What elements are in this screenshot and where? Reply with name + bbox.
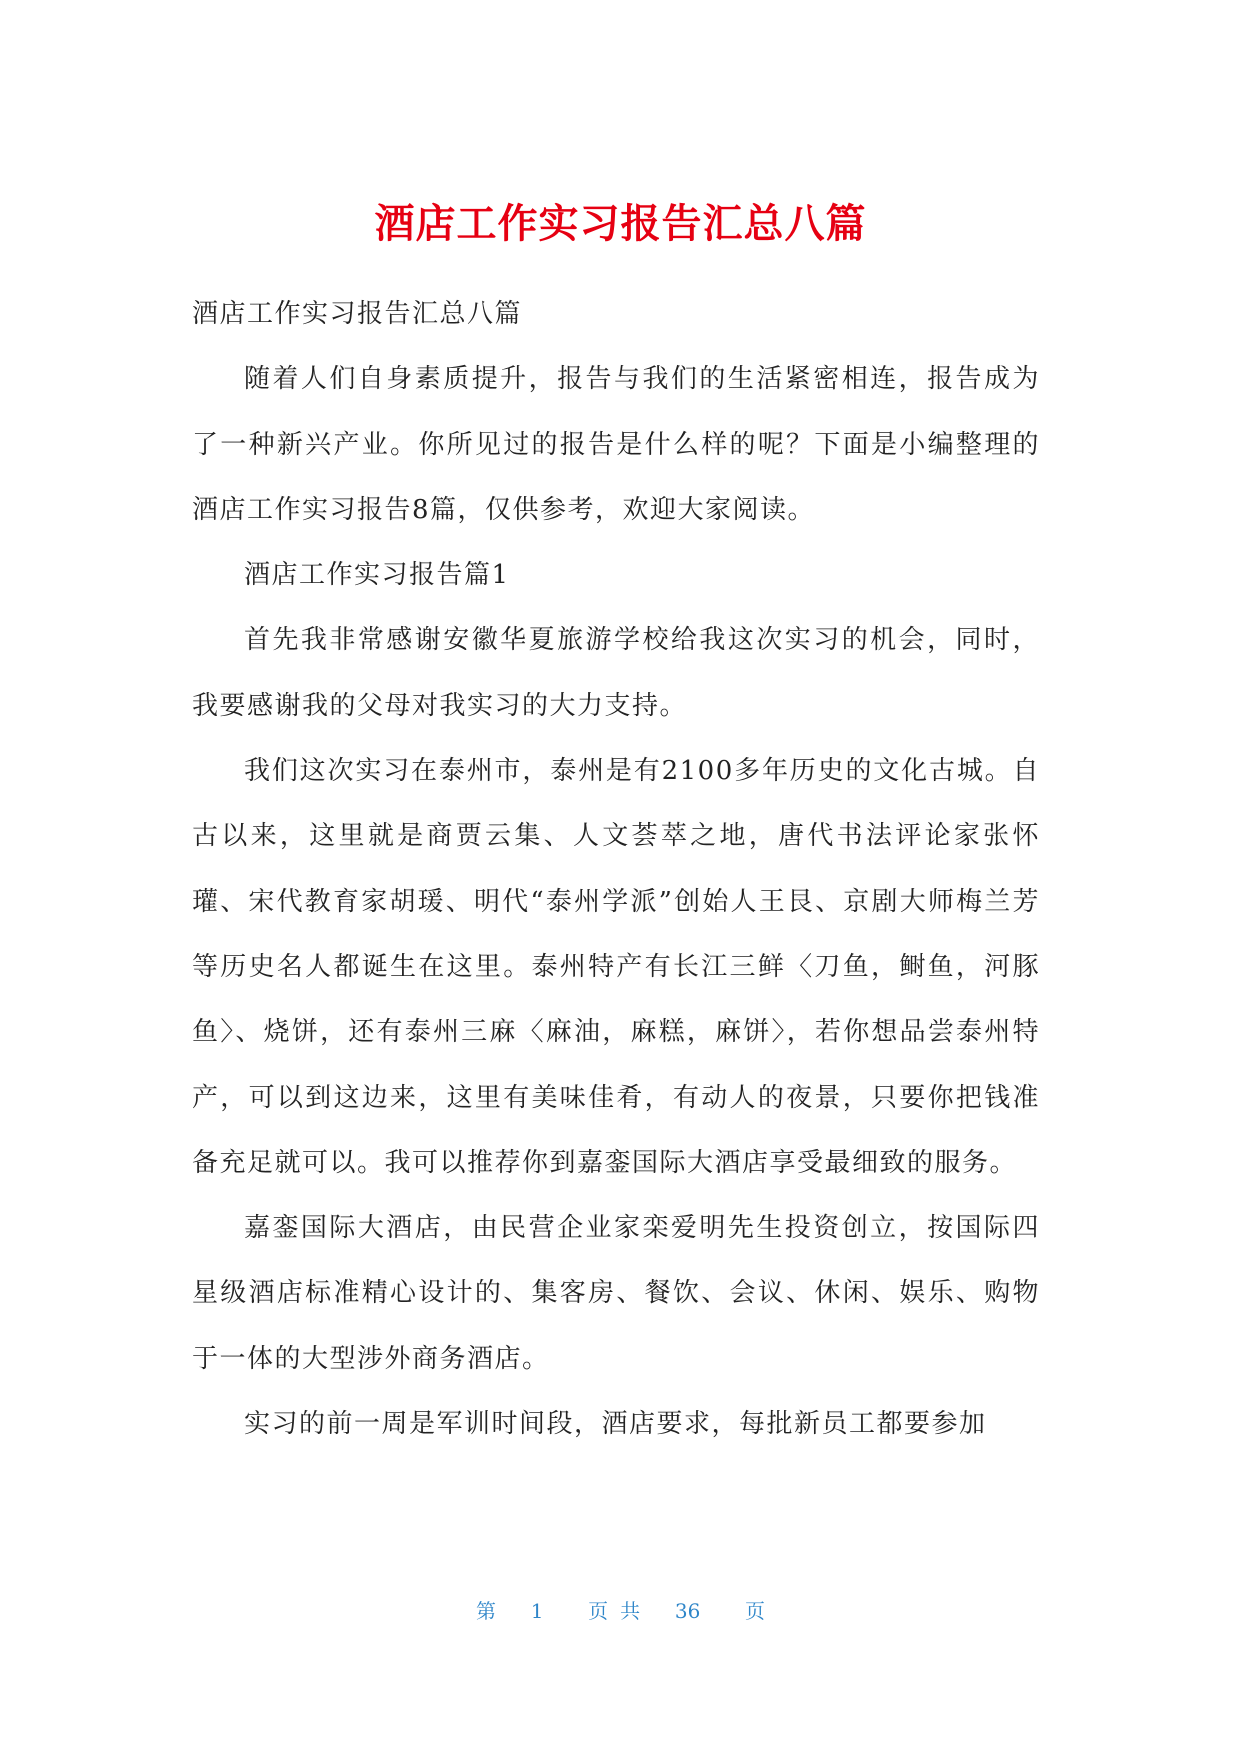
document-title: 酒店工作实习报告汇总八篇 — [374, 201, 867, 247]
paragraph-subtitle: 酒店工作实习报告汇总八篇 — [192, 299, 523, 329]
page-footer — [0, 1597, 1241, 1625]
footer-middle: 页共 — [588, 1599, 653, 1623]
footer-prefix: 第 — [475, 1599, 496, 1623]
paragraph-training: 实习的前一周是军训时间段，酒店要求，每批新员工都要参加 — [244, 1409, 987, 1440]
footer-suffix: 页 — [745, 1599, 766, 1623]
paragraph-hotel: 嘉銮国际大酒店，由民营企业家栾爱明先生投资创立，按国际四星级酒店标准精心设计的、集客房、餐饮、会议、休闲、娱乐、购物于一体的大型涉外商务酒店。 — [192, 1213, 1040, 1374]
paragraph-city: 我们这次实习在泰州市，泰州是有2100多年历史的文化古城。自古以来，这里就是商贾云集、人文荟萃之地，唐代书法评论家张怀瓘、宋代教育家胡瑗、明代“泰州学派”创始人王艮、京剧大师梅兰芳等历史名人都诞生在这里。泰州特产有长江三鲜〈刀鱼，鲥鱼，河豚鱼〉、烧饼，还有泰州三麻〈麻油，麻糕，麻饼〉，若你想品尝泰州特产，可以到这边来，这里有美味佳肴，有动人的夜景，只要你把钱准备充足就可以。我可以推荐你到嘉銮国际大酒店享受最细致的服务。 — [192, 756, 1040, 1178]
footer-total-pages: 36 — [674, 1599, 701, 1623]
document-body — [192, 282, 1040, 1457]
section-heading: 酒店工作实习报告篇1 — [244, 560, 510, 591]
footer-page-number: 1 — [530, 1599, 544, 1623]
paragraph-thanks: 首先我非常感谢安徽华夏旅游学校给我这次实习的机会，同时，我要感谢我的父母对我实习的大力支持。 — [192, 625, 1040, 721]
paragraph-intro: 随着人们自身素质提升，报告与我们的生活紧密相连，报告成为了一种新兴产业。你所见过的报告是什么样的呢？下面是小编整理的酒店工作实习报告8篇，仅供参考，欢迎大家阅读。 — [192, 364, 1040, 525]
